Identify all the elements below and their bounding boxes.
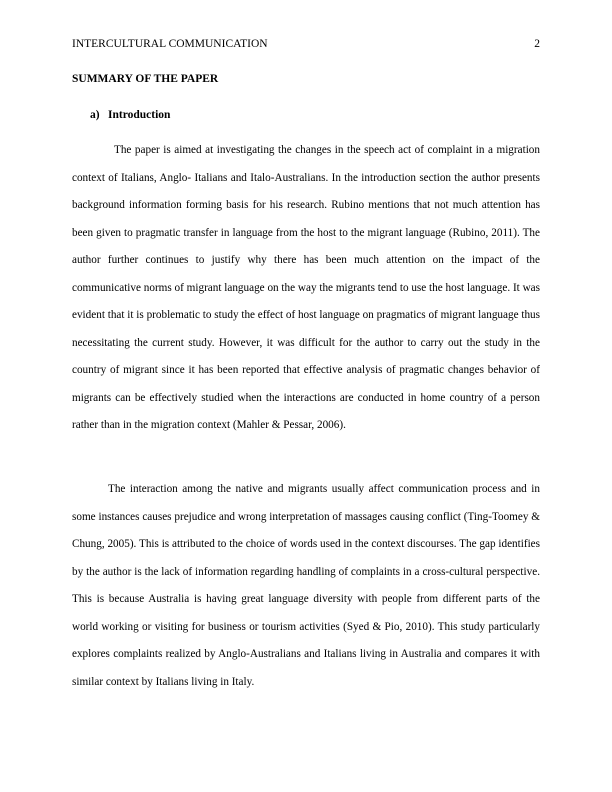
body-paragraph-2: The interaction among the native and migrants usually affect communication process and in some instances causes prejudice and wrong interpretation of massages causing conflict (Ting-Toomey & Chung, 2005). This is attributed to the choice of words used in the context discourses. The gap identifies by the author is the lack of information regarding handling of complaints in a cross-cultural perspective. This is because Australia is having great language diversity with people from different parts of the world working or visiting for business or tourism activities (Syed & Pio, 2010). This study particularly explores complaints realized by Anglo-Australians and Italians living in Australia and compares it with similar context by Italians living in Italy. (72, 483, 540, 688)
section-heading: SUMMARY OF THE PAPER (72, 73, 219, 85)
running-header (72, 37, 540, 51)
running-title: INTERCULTURAL COMMUNICATION (72, 38, 268, 50)
subsection-number: a) (90, 109, 100, 121)
page-number: 2 (534, 38, 540, 50)
body-paragraph-1: The paper is aimed at investigating the changes in the speech act of complaint in a migration context of Italians, Anglo- Italians and Italo-Australians. In the introduction section the author presents background information forming basis for his research. Rubino mentions that not much attention has been given to pragmatic transfer in language from the host to the migrant language (Rubino, 2011). The author further continues to justify why there has been much attention on the impact of the communicative norms of migrant language on the way the migrants tend to use the host language. It was evident that it is problematic to study the effect of host language on pragmatics of migrant language thus necessitating the current study. However, it was difficult for the author to carry out the study in the country of migrant since it has been reported that effective analysis of pragmatic changes behavior of migrants can be effectively studied when the interactions are conducted in home country of a person rather than in the migration context (Mahler & Pessar, 2006). (72, 144, 540, 431)
subsection-title: Introduction (108, 109, 171, 121)
subsection-heading (90, 108, 170, 122)
